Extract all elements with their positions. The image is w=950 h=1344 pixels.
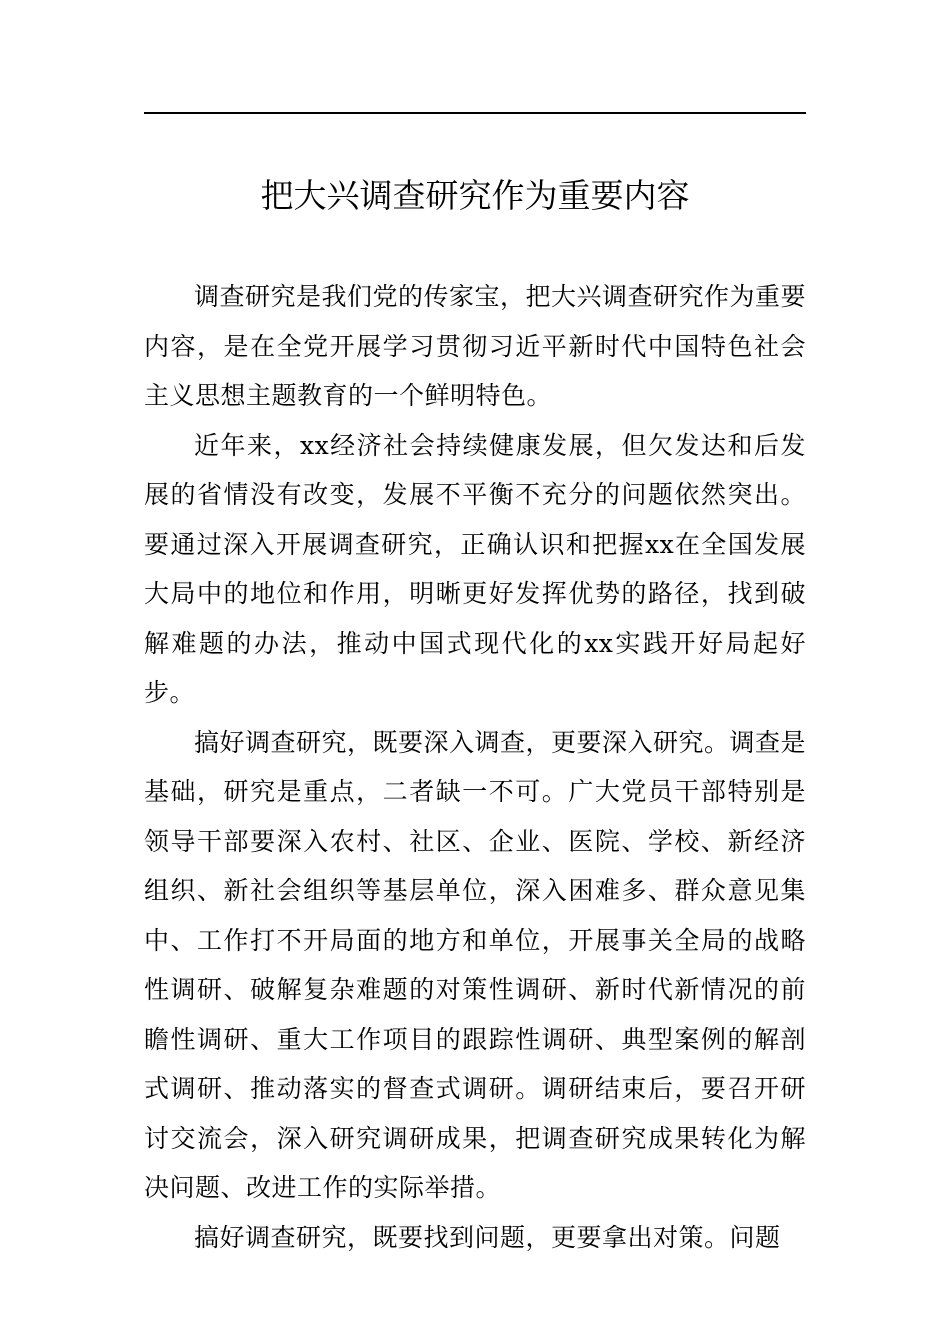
- paragraph-2: 近年来，xx经济社会持续健康发展，但欠发达和后发展的省情没有改变，发展不平衡不充分的问题依然突出。要通过深入开展调查研究，正确认识和把握xx在全国发展大局中的地位和作用，明晰更好发挥优势的路径，找到破解难题的办法，推动中国式现代化的xx实践开好局起好步。: [144, 430, 806, 707]
- paragraph-3: 搞好调查研究，既要深入调查，更要深入研究。调查是基础，研究是重点，二者缺一不可。广大党员干部特别是领导干部要深入农村、社区、企业、医院、学校、新经济组织、新社会组织等基层单位，深入困难多、群众意见集中、工作打不开局面的地方和单位，开展事关全局的战略性调研、破解复杂难题的对策性调研、新时代新情况的前瞻性调研、重大工作项目的跟踪性调研、典型案例的解剖式调研、推动落实的督查式调研。调研结束后，要召开研讨交流会，深入研究调研成果，把调查研究成果转化为解决问题、改进工作的实际举措。: [144, 727, 807, 1202]
- document-body: [144, 272, 806, 1262]
- paragraph-1: 调查研究是我们党的传家宝，把大兴调查研究作为重要内容，是在全党开展学习贯彻习近平新时代中国特色社会主义思想主题教育的一个鲜明特色。: [144, 282, 807, 410]
- paragraph-4: 搞好调查研究，既要找到问题，更要拿出对策。问题: [194, 1222, 781, 1252]
- document-title: 把大兴调查研究作为重要内容: [260, 176, 690, 215]
- header-rule: [144, 112, 806, 114]
